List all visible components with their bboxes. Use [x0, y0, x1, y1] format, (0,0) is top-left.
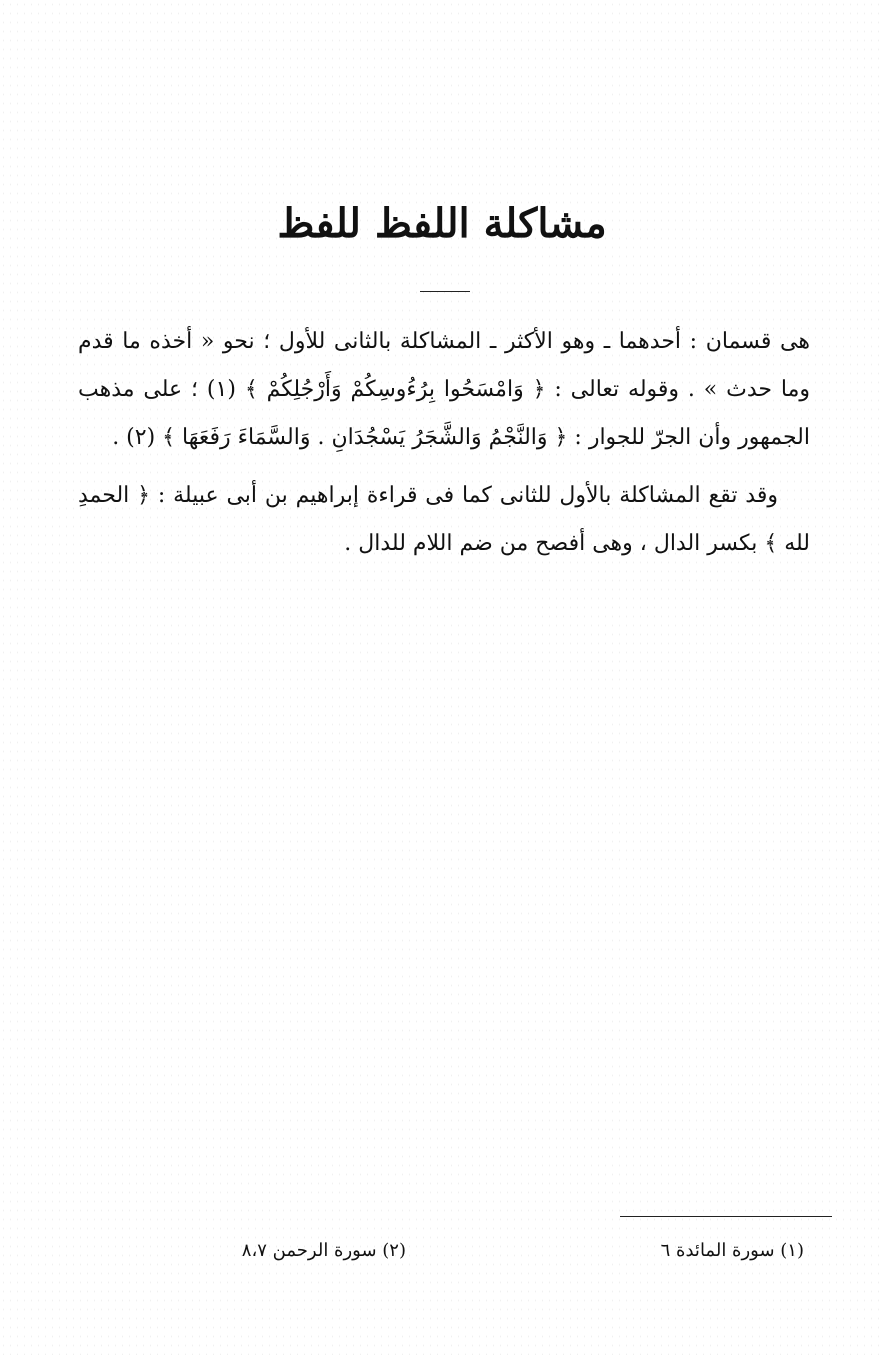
- footnote-2: (٢) سورة الرحمن ٨،٧: [241, 1240, 406, 1261]
- body-text: [78, 318, 810, 568]
- footnote-1: (١) سورة المائدة ٦: [660, 1240, 804, 1261]
- footnote-divider: [620, 1216, 832, 1217]
- title-divider: [420, 291, 470, 292]
- section-title: مشاكلة اللفظ للفظ: [277, 200, 607, 247]
- paragraph-2: وقد تقع المشاكلة بالأول للثانى كما فى قراءة إبراهيم بن أبى عبيلة : ﴿ الحمدِ لله ﴾ بكسر الدال ، وهى أفصح من ضم اللام للدال .: [78, 483, 810, 556]
- paragraph-1: هى قسمان : أحدهما ـ وهو الأكثر ـ المشاكلة بالثانى للأول ؛ نحو « أخذه ما قدم وما حدث » . وقوله تعالى : ﴿ وَامْسَحُوا بِرُءُوسِكُمْ وَأَرْجُلِكُمْ ﴾ (١) ؛ على مذهب الجمهور وأن الجرّ للجوار : ﴿ وَالنَّجْمُ وَالشَّجَرُ يَسْجُدَانِ . وَالسَّمَاءَ رَفَعَهَا ﴾ (٢) .: [78, 329, 810, 450]
